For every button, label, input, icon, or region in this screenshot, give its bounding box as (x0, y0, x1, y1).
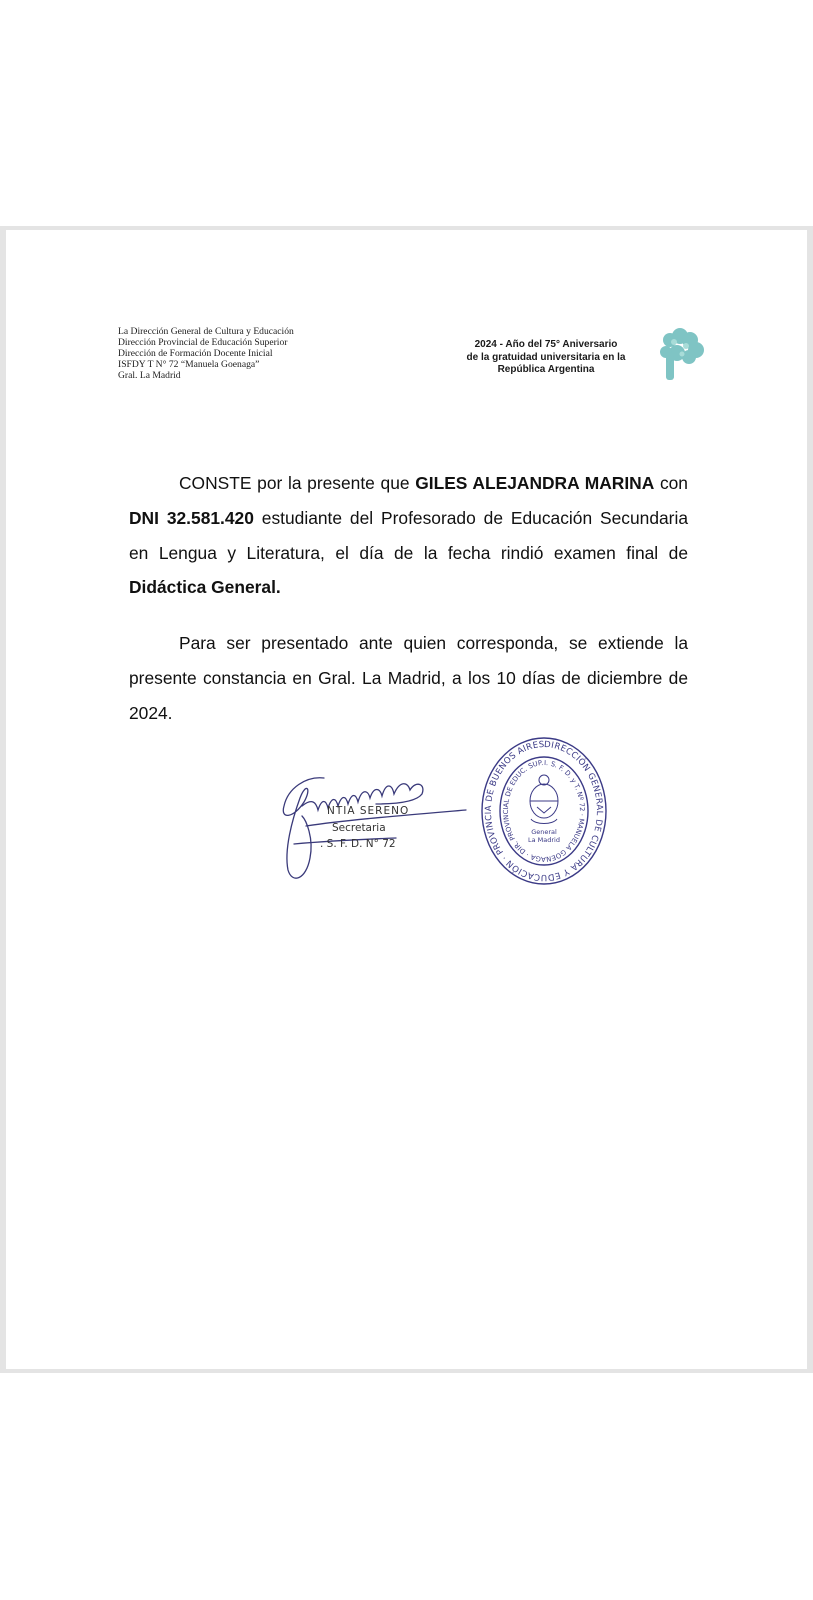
closing-text: Para ser presentado ante quien corresponda, se extiende la presente constancia en Gral. La Madrid, a los 10 días de diciembre de 2024. (129, 633, 688, 723)
motto-line: República Argentina (497, 364, 595, 375)
motto-line: de la gratuidad universitaria en la (466, 351, 626, 363)
student-name: GILES ALEJANDRA MARINA (415, 473, 655, 494)
province-logo-icon (656, 326, 708, 382)
signer-institution: . S. F. D. N° 72 (320, 838, 396, 850)
seal-center-line: General (531, 828, 557, 836)
institution-header (118, 326, 294, 381)
closing-paragraph (129, 626, 688, 730)
signer-role: Secretaria (332, 822, 386, 834)
text-segment: CONSTE por la presente que (179, 473, 416, 494)
header-line: Gral. La Madrid (118, 370, 181, 381)
header-line: Dirección Provincial de Educación Superior (118, 337, 288, 348)
header-line: Dirección de Formación Docente Inicial (118, 348, 273, 359)
signer-name: NTIA SERENO (327, 805, 410, 817)
motto-line: 2024 - Año del 75° Aniversario (474, 339, 618, 350)
seal-inner-text: I. S. F. D. y T. Nº 72 · MANUELA GOENAGA · DIR. PROVINCIAL DE EDUC. SUP. (501, 758, 586, 864)
student-dni: DNI 32.581.420 (129, 507, 254, 528)
text-segment: con (654, 473, 688, 494)
header-line: La Dirección General de Cultura y Educación (118, 326, 294, 337)
subject-name: Didáctica General. (129, 577, 281, 598)
official-seal (479, 735, 609, 887)
seal-outer-text: DIRECCIÓN GENERAL DE CULTURA Y EDUCACIÓN · PROVINCIA DE BUENOS AIRES (483, 739, 605, 883)
document-page (6, 230, 807, 1369)
header-line: ISFDY T N° 72 “Manuela Goenaga” (118, 359, 260, 370)
year-motto (451, 339, 641, 377)
coat-of-arms-icon (530, 775, 558, 824)
certificate-paragraph (129, 466, 688, 604)
seal-center-line: La Madrid (528, 836, 560, 844)
text-segment: estudiante del Profesorado de Educación Secundaria en Lengua y Literatura, el día de la fecha rindió examen final de (129, 507, 688, 563)
